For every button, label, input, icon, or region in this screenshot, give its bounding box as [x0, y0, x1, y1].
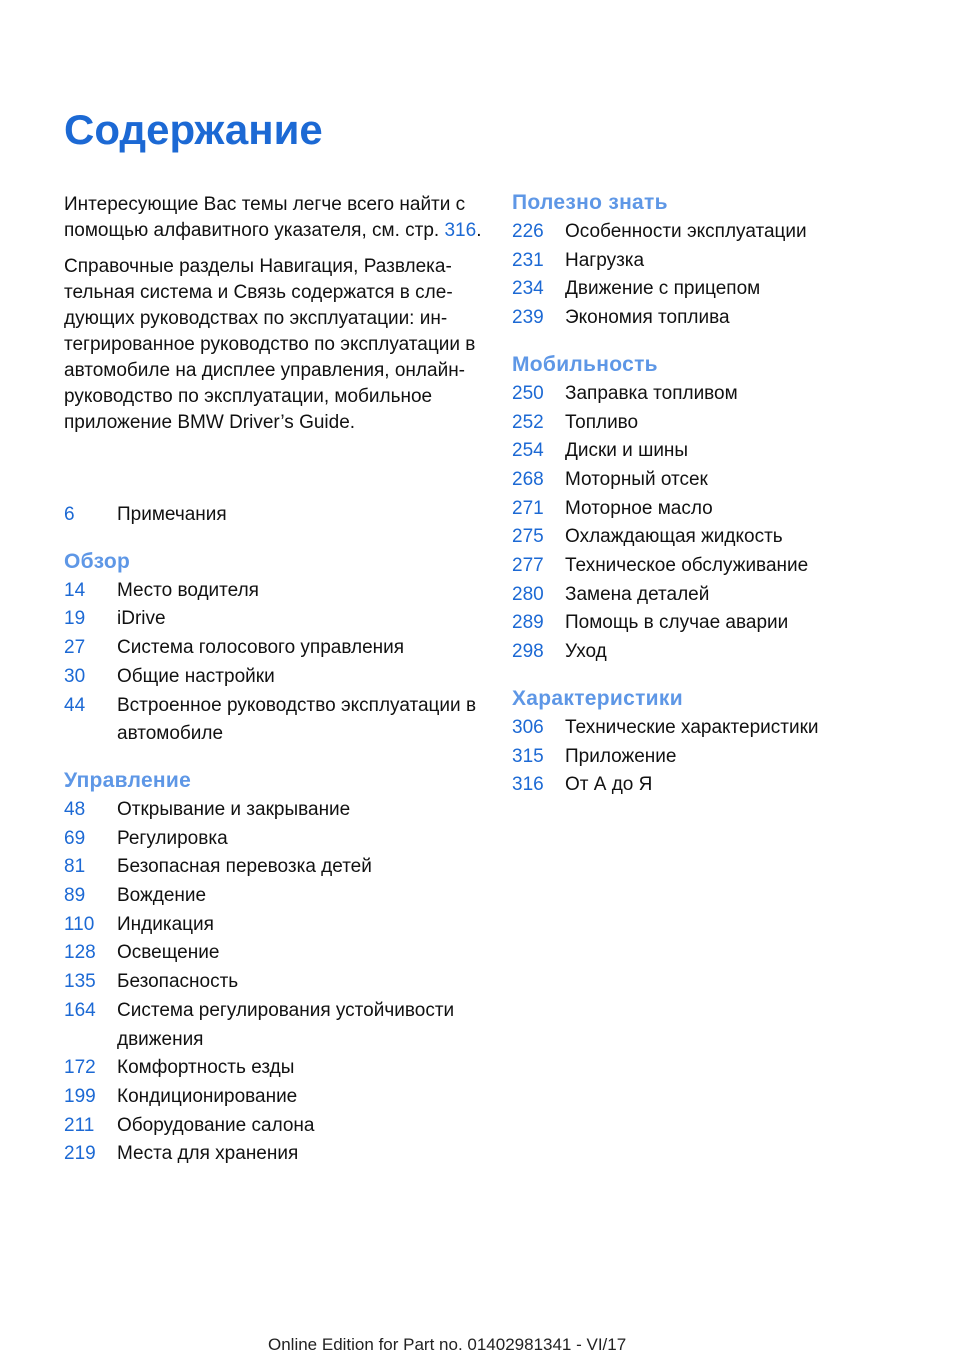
- toc-entry-label[interactable]: Заправка топливом: [565, 382, 738, 404]
- toc-intro-list: [64, 501, 484, 530]
- toc-page-number[interactable]: 275: [512, 526, 544, 548]
- toc-page-number[interactable]: 27: [64, 637, 86, 659]
- toc-entry[interactable]: [512, 495, 912, 524]
- toc-section-list: [512, 218, 912, 333]
- toc-page-number[interactable]: 211: [64, 1114, 95, 1136]
- toc-entry-label[interactable]: Моторное масло: [565, 497, 713, 519]
- toc-entry[interactable]: [64, 882, 484, 911]
- toc-entry-label[interactable]: Топливо: [565, 411, 639, 433]
- toc-page-number[interactable]: 315: [512, 745, 544, 767]
- toc-page-number[interactable]: 48: [64, 798, 86, 820]
- intro-paragraph-guides: Справочные разделы Навигация, Развлекательная система и Связь содержатся в следующих руководствах по эксплуатации: интегрированное руководство по эксплуатации в автомобиле на дисплее управления, онлайн-руководство по эксплуатации, мобильное приложение BMW Driver’s Guide.: [64, 256, 476, 433]
- toc-entry[interactable]: [64, 968, 484, 997]
- toc-page-number[interactable]: 69: [64, 827, 86, 849]
- toc-page-number[interactable]: 89: [64, 885, 86, 907]
- toc-section-heading: Характеристики: [512, 686, 683, 710]
- toc-entry-label[interactable]: Комфортность езды: [117, 1057, 295, 1079]
- toc-entry-label[interactable]: Индикация: [117, 913, 214, 935]
- toc-entry[interactable]: [512, 466, 912, 495]
- toc-page-number[interactable]: 231: [512, 249, 544, 271]
- toc-entry[interactable]: [512, 609, 912, 638]
- toc-entry-label[interactable]: iDrive: [117, 608, 166, 630]
- toc-entry-label[interactable]: Места для хранения: [117, 1143, 299, 1165]
- toc-entry-label[interactable]: Кондиционирование: [117, 1085, 298, 1107]
- toc-entry[interactable]: [512, 218, 912, 247]
- toc-page-number[interactable]: 172: [64, 1057, 96, 1079]
- toc-entry[interactable]: [512, 552, 912, 581]
- toc-section-list: [512, 380, 912, 667]
- toc-entry-label[interactable]: Моторный отсек: [565, 468, 708, 490]
- toc-entry-label[interactable]: Безопасность: [117, 971, 239, 993]
- toc-entry-label[interactable]: Диски и шины: [565, 440, 689, 462]
- toc-entry[interactable]: [512, 409, 912, 438]
- intro-paragraph-index: [64, 192, 484, 244]
- toc-page-number[interactable]: 135: [64, 971, 96, 993]
- toc-entry[interactable]: [512, 714, 912, 743]
- toc-entry[interactable]: [64, 939, 484, 968]
- toc-entry-label[interactable]: Технические характеристики: [565, 716, 819, 738]
- toc-section-heading: Полезно знать: [512, 191, 668, 214]
- toc-entry[interactable]: [64, 911, 484, 940]
- toc-sections-right: [512, 188, 912, 800]
- page-title: Содержание: [64, 106, 323, 153]
- toc-section-heading: Управление: [64, 768, 192, 792]
- toc-entry[interactable]: [64, 796, 484, 825]
- toc-entry[interactable]: [512, 581, 912, 610]
- toc-entry[interactable]: [512, 638, 912, 667]
- toc-page-number[interactable]: 268: [512, 468, 544, 490]
- toc-entry[interactable]: [64, 634, 484, 663]
- toc-entry[interactable]: [512, 743, 912, 772]
- toc-entry-label[interactable]: Место водителя: [117, 579, 259, 601]
- toc-entry-label[interactable]: Движение с прицепом: [565, 278, 761, 300]
- toc-section-list: [512, 714, 912, 800]
- intro: [64, 192, 484, 436]
- toc-page-number[interactable]: 234: [512, 278, 544, 300]
- toc-entry[interactable]: [512, 275, 912, 304]
- toc-entry[interactable]: [64, 663, 484, 692]
- toc-entry[interactable]: [512, 380, 912, 409]
- toc-entry[interactable]: [512, 771, 912, 800]
- toc-page-number[interactable]: 289: [512, 612, 544, 634]
- toc-entry-label[interactable]: Экономия топлива: [565, 307, 730, 329]
- toc-section-list: [64, 577, 484, 749]
- toc-page-number[interactable]: 252: [512, 411, 544, 433]
- toc-entry-label[interactable]: От А до Я: [565, 774, 653, 796]
- toc-page-number[interactable]: 277: [512, 555, 544, 577]
- toc-page-number[interactable]: 306: [512, 716, 544, 738]
- toc-entry[interactable]: [64, 692, 484, 749]
- toc-section-heading: Обзор: [64, 549, 131, 573]
- toc-page-number[interactable]: 30: [64, 665, 86, 687]
- toc-entry[interactable]: [512, 437, 912, 466]
- toc-entry-label[interactable]: Охлаждающая жидкость: [565, 526, 783, 548]
- toc-page-number[interactable]: 164: [64, 999, 96, 1021]
- toc-page-number[interactable]: 219: [64, 1143, 96, 1165]
- toc-page-number[interactable]: 271: [512, 497, 544, 519]
- toc-section-heading: Мобильность: [512, 352, 658, 376]
- toc-entry-label[interactable]: Примечания: [117, 504, 227, 525]
- toc-page-number[interactable]: 316: [512, 774, 544, 796]
- toc-entry[interactable]: [64, 1140, 484, 1169]
- toc-page-number[interactable]: 44: [64, 694, 86, 716]
- toc-page-number[interactable]: 226: [512, 221, 544, 242]
- toc-page-number[interactable]: 298: [512, 641, 544, 663]
- toc-sections-left: [64, 547, 484, 1169]
- right-column: [512, 188, 912, 800]
- toc-page-number[interactable]: 199: [64, 1085, 96, 1107]
- toc-entry[interactable]: [512, 523, 912, 552]
- toc-entry-label[interactable]: Оборудование салона: [117, 1114, 315, 1136]
- toc-page-number[interactable]: 280: [512, 583, 544, 605]
- toc-entry-label[interactable]: Система голосового управления: [117, 637, 405, 659]
- toc-page-number[interactable]: 128: [64, 942, 96, 964]
- toc-entry[interactable]: [64, 825, 484, 854]
- toc-page-number[interactable]: 250: [512, 382, 544, 404]
- toc-entry-label[interactable]: Регулировка: [117, 827, 228, 849]
- toc-entry-label[interactable]: Открывание и закрывание: [117, 798, 351, 820]
- toc-entry[interactable]: [64, 577, 484, 606]
- toc-entry-label[interactable]: Особенности эксплуатации: [565, 221, 807, 242]
- toc-entry[interactable]: [64, 853, 484, 882]
- left-column: [64, 192, 484, 1169]
- toc-entry[interactable]: [64, 1112, 484, 1141]
- toc-entry[interactable]: [64, 501, 484, 530]
- toc-entry[interactable]: [64, 1054, 484, 1083]
- toc-entry[interactable]: [512, 304, 912, 333]
- toc-entry[interactable]: [64, 997, 484, 1054]
- footer-edition: Online Edition for Part no. 01402981341 - VI/17: [268, 1335, 627, 1354]
- toc-entry-label[interactable]: Уход: [565, 641, 607, 663]
- toc-entry[interactable]: [512, 247, 912, 276]
- index-page-link[interactable]: 316: [444, 220, 477, 241]
- toc-entry-label[interactable]: Освещение: [117, 942, 220, 964]
- toc-page-number[interactable]: 19: [64, 608, 86, 630]
- toc-entry[interactable]: [64, 605, 484, 634]
- toc-entry-label[interactable]: Вождение: [117, 885, 207, 907]
- toc-entry-label[interactable]: Приложение: [565, 745, 677, 767]
- toc-page-number[interactable]: 81: [64, 856, 86, 878]
- toc-entry-label[interactable]: Встроенное руководство эксплуатации в автомобиле: [117, 694, 477, 745]
- toc-section-list: [64, 796, 484, 1169]
- toc-entry-label[interactable]: Техническое обслуживание: [565, 555, 809, 577]
- toc-page-number[interactable]: 254: [512, 440, 544, 462]
- toc-page-number[interactable]: 6: [64, 504, 75, 525]
- toc-page-number[interactable]: 110: [64, 913, 95, 935]
- toc-page-number[interactable]: 14: [64, 579, 86, 601]
- intro-index-text: Интересующие Вас темы легче всего найти с помощью алфавитного указателя, см. стр.: [64, 194, 466, 241]
- toc-entry-label[interactable]: Безопасная перевозка детей: [117, 856, 372, 878]
- intro-index-end: .: [476, 220, 482, 241]
- toc-entry-label[interactable]: Система регулирования устойчивости движения: [117, 999, 455, 1050]
- toc-entry-label[interactable]: Помощь в случае аварии: [565, 612, 789, 634]
- toc-entry-label[interactable]: Нагрузка: [565, 249, 645, 271]
- toc-entry[interactable]: [64, 1083, 484, 1112]
- toc-page-number[interactable]: 239: [512, 307, 544, 329]
- toc-entry-label[interactable]: Общие настройки: [117, 665, 275, 687]
- toc-entry-label[interactable]: Замена деталей: [565, 583, 710, 605]
